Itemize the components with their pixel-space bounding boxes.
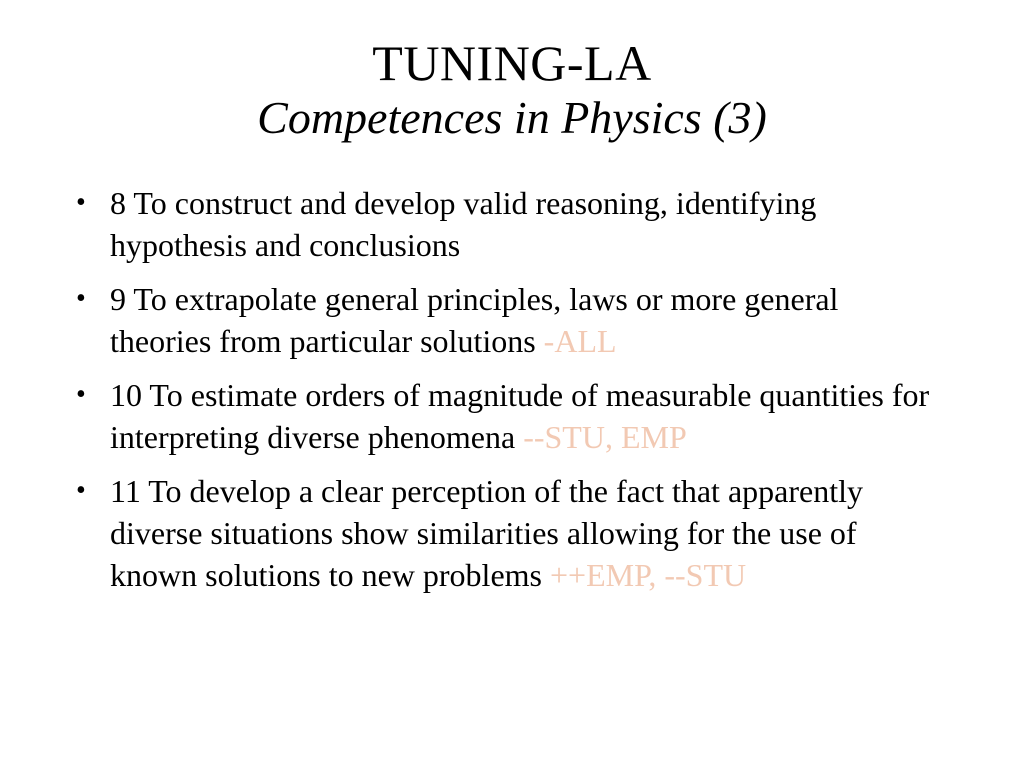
bullet-tag: -ALL — [543, 323, 617, 359]
bullet-icon: • — [76, 475, 86, 506]
bullet-tag: ++EMP, --STU — [549, 557, 747, 593]
bullet-icon: • — [76, 187, 86, 218]
bullet-item — [76, 470, 936, 596]
bullet-text: 11 To develop a clear perception of the fact that apparently diverse situations show similarities allowing for the use of known solutions to new problems — [110, 473, 863, 593]
bullet-item — [76, 374, 936, 458]
bullet-icon: • — [76, 283, 86, 314]
slide-title: TUNING-LA — [372, 35, 652, 91]
bullet-text: 8 To construct and develop valid reasoning, identifying hypothesis and conclusions — [110, 185, 817, 263]
bullet-text: 9 To extrapolate general principles, laws or more general theories from particular solutions — [110, 281, 839, 359]
bullet-text: 10 To estimate orders of magnitude of measurable quantities for interpreting diverse phenomena — [110, 377, 930, 455]
bullet-list — [76, 182, 936, 608]
bullet-tag: --STU, EMP — [523, 419, 687, 455]
title-block — [0, 36, 1024, 144]
slide-subtitle: Competences in Physics (3) — [257, 92, 767, 143]
bullet-item — [76, 182, 936, 266]
bullet-item — [76, 278, 936, 362]
bullet-icon: • — [76, 379, 86, 410]
